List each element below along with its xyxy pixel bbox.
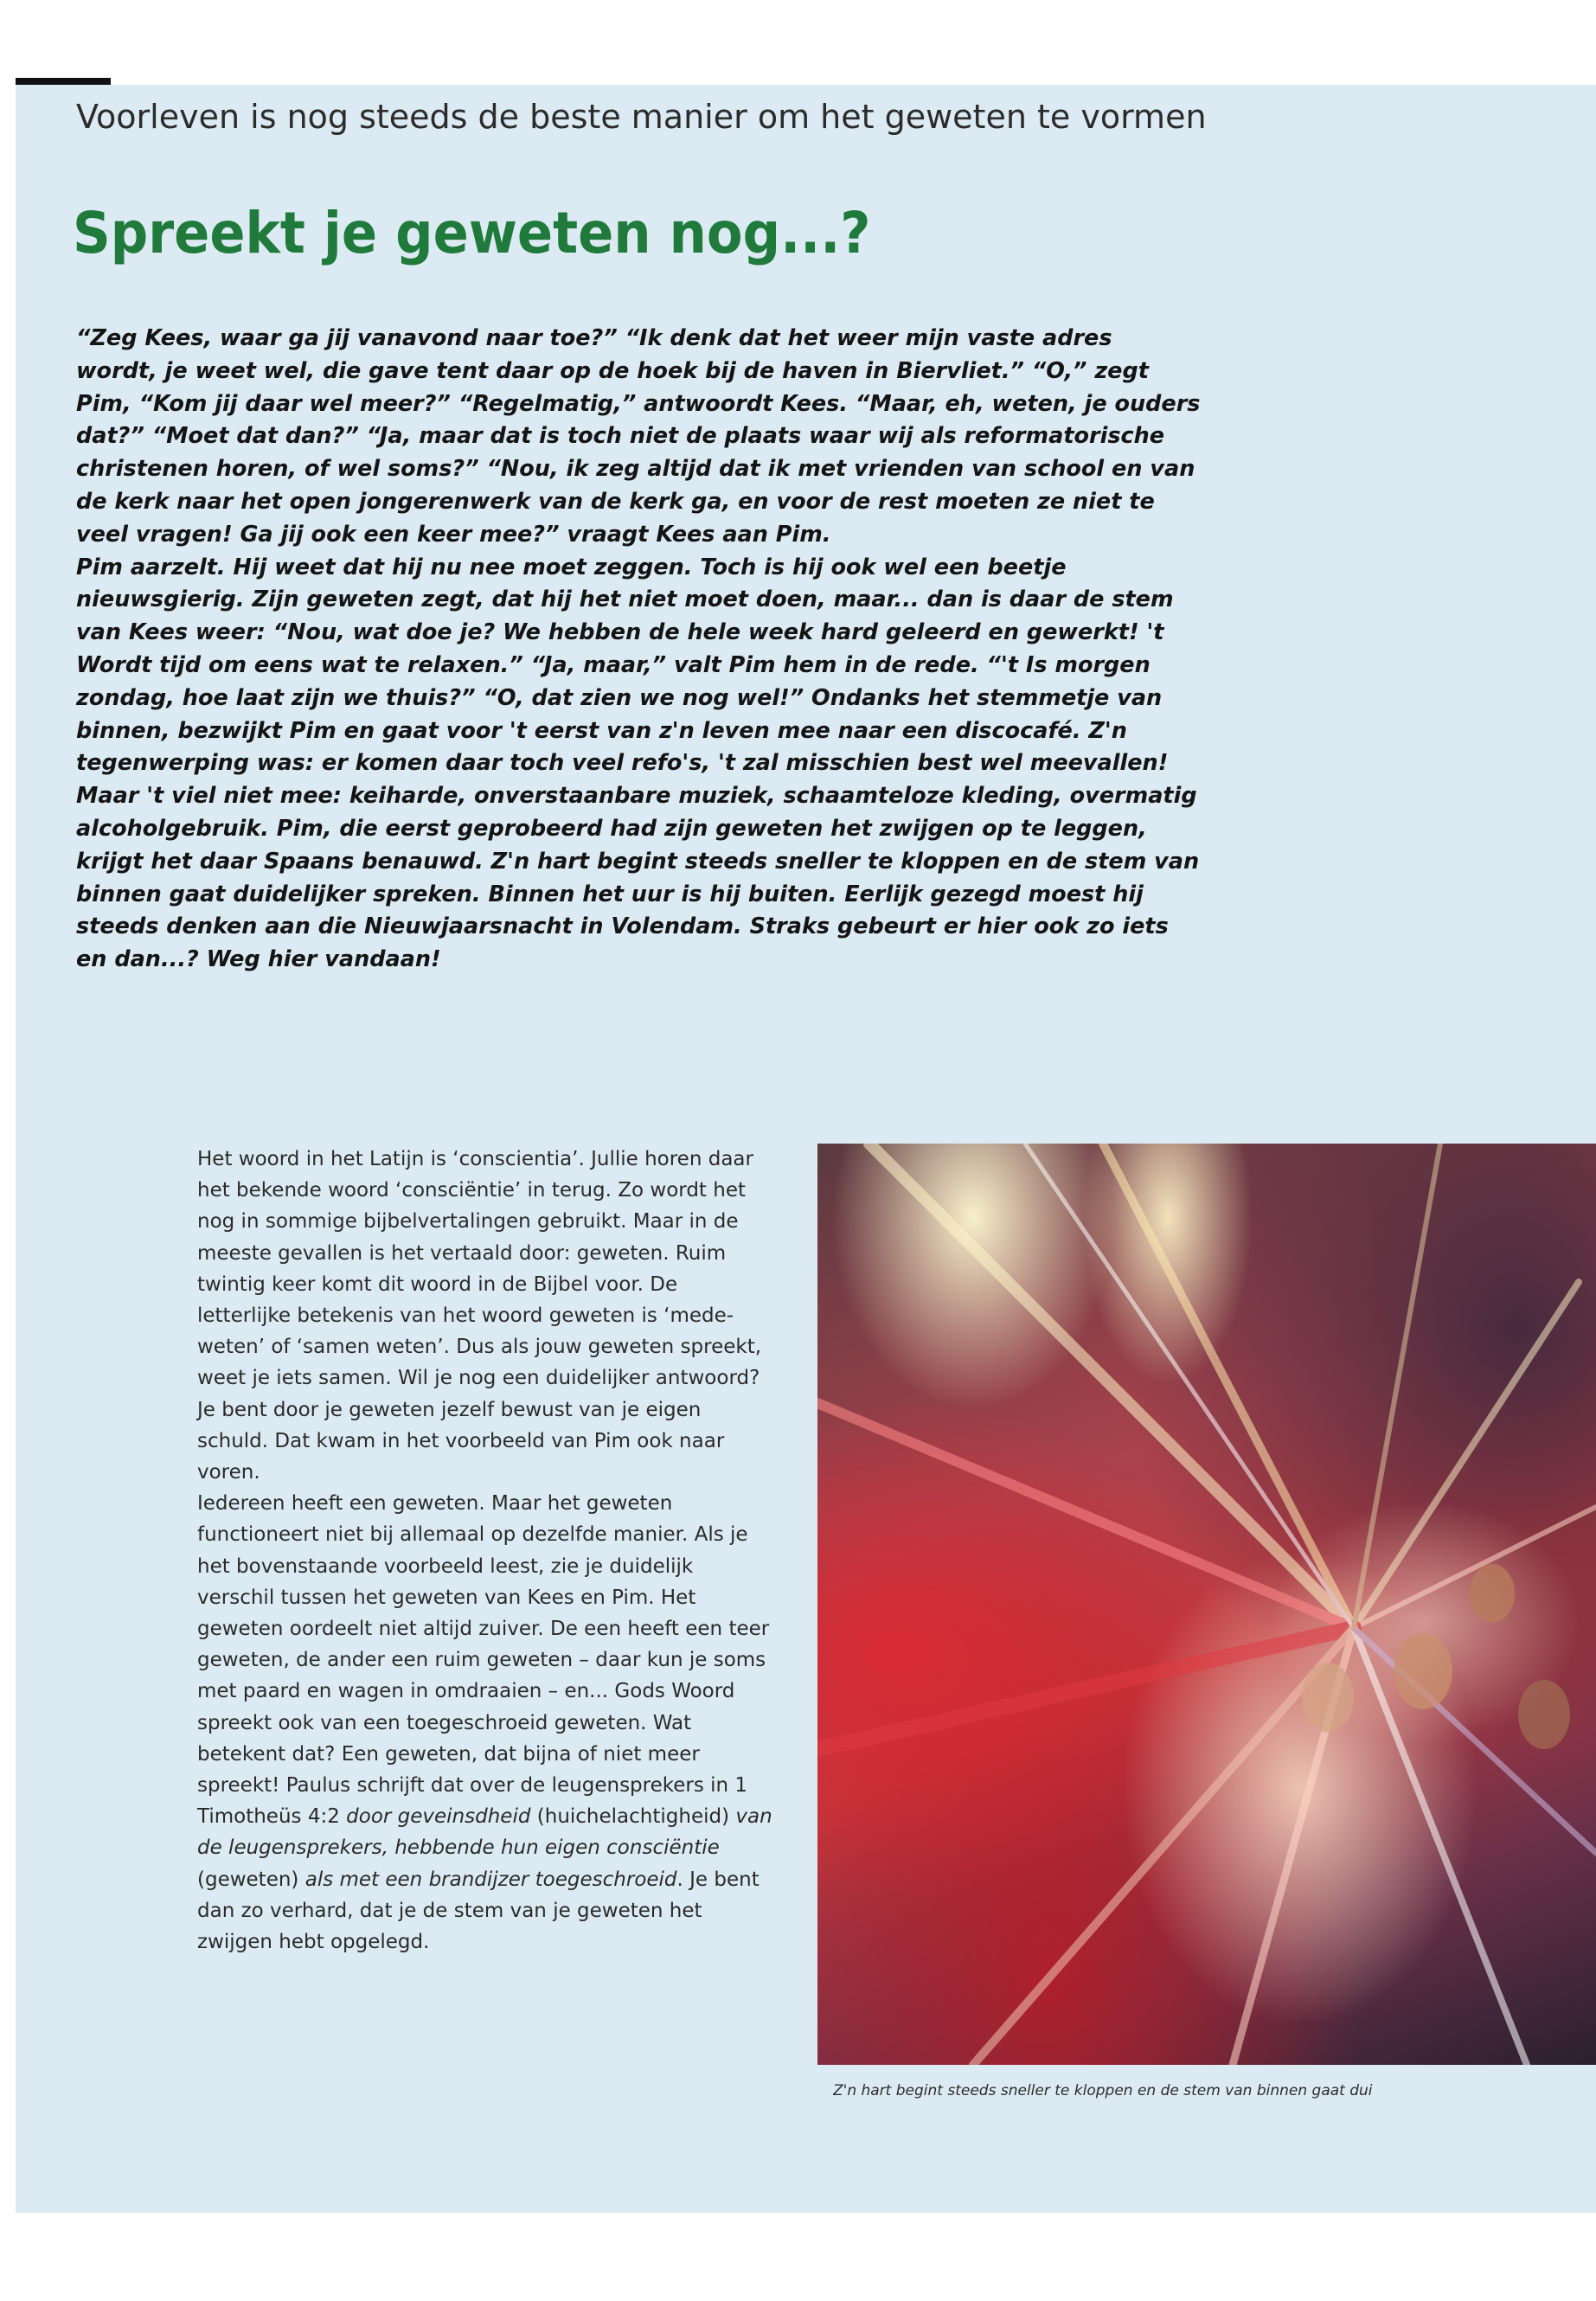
quote-text: van de leugensprekers, hebbende hun eigen consciëntie xyxy=(197,1805,772,1860)
article-headline: Spreekt je geweten nog...? xyxy=(73,200,871,266)
photo-caption: Z'n hart begint steeds sneller te kloppen en de stem van binnen gaat dui xyxy=(833,2082,1373,2099)
intro-paragraph-2: Pim aarzelt. Hij weet dat hij nu nee moet zeggen. Toch is hij ook wel een beetje nieuwsgierig. Zijn geweten zegt, dat hij het niet moet doen, maar... dan is daar de stem van Kees weer: “Nou, wat doe je? We hebben de hele week hard geleerd en gewerkt! 't Wordt tijd om eens wat te relaxen.” “Ja, maar,” valt Pim hem in de rede. “'t Is morgen zondag, hoe laat zijn we thuis?” “O, dat zien we nog wel!” Ondanks het stemmetje van binnen, bezwijkt Pim en gaat voor 't eerst van z'n leven mee naar een discocafé. Z'n tegenwerping was: er komen daar toch veel refo's, 't zal misschien best wel meevallen! Maar 't viel niet mee: keiharde, onverstaanbare muziek, schaamteloze kleding, overmatig alcoholgebruik. Pim, die eerst geprobeerd had zijn geweten het zwijgen op te leggen, krijgt het daar Spaans benauwd. Z'n hart begint steeds sneller te kloppen en de stem van binnen gaat duidelijker spreken. Binnen het uur is hij buiten. Eerlijk gezegd moest hij steeds denken aan die Nieuwjaarsnacht in Volendam. Straks gebeurt er hier ook zo iets en dan...? Weg hier vandaan! xyxy=(76,554,1200,973)
body-text: (huichelachtigheid) xyxy=(530,1805,736,1829)
quote-text: door geveinsdheid xyxy=(346,1805,531,1829)
body-paragraph-1: Het woord in het Latijn is ‘conscientia’. Jullie horen daar het bekende woord ‘consciëntie’ in terug. Zo wordt het nog in sommige bijbelvertalingen gebruikt. Maar in de meeste gevallen is het vertaald door: geweten. Ruim twintig keer komt dit woord in de Bijbel voor. De letterlijke betekenis van het woord geweten is ‘mede-weten’ of ‘samen weten’. Dus als jouw geweten spreekt, weet je iets samen. Wil je nog een duidelijker antwoord? Je bent door je geweten jezelf bewust van je eigen schuld. Dat kwam in het voorbeeld van Pim ook naar voren. xyxy=(197,1148,762,1484)
body-column xyxy=(197,1144,772,1958)
crowd-photo xyxy=(817,1144,1596,2065)
quote-text: als met een brandijzer toegeschroeid xyxy=(304,1868,677,1891)
body-text: (geweten) xyxy=(197,1868,305,1891)
motion-blur-streaks xyxy=(817,1144,1596,2065)
intro-paragraph-1: “Zeg Kees, waar ga jij vanavond naar toe?” “Ik denk dat het weer mijn vaste adres wordt, je weet wel, die gave tent daar op de hoek bij de haven in Biervliet.” “O,” zegt Pim, “Kom jij daar wel meer?” “Regelmatig,” antwoordt Kees. “Maar, eh, weten, je ouders dat?” “Moet dat dan?” “Ja, maar dat is toch niet de plaats waar wij als reformatorische christenen horen, of wel soms?” “Nou, ik zeg altijd dat ik met vrienden van school en van de kerk naar het open jongerenwerk van de kerk ga, en voor de rest moeten ze niet te veel vragen! Ga jij ook een keer mee?” vraagt Kees aan Pim. xyxy=(76,325,1201,548)
body-paragraph-2 xyxy=(197,1488,772,1958)
body-text: . Je bent dan zo verhard, dat je de stem van je geweten het zwijgen hebt opgelegd. xyxy=(197,1868,760,1954)
body-text: Iedereen heeft een geweten. Maar het geweten functioneert niet bij allemaal op dezelfde manier. Als je het bovenstaande voorbeeld leest, zie je duidelijk verschil tussen het geweten van Kees en Pim. Het geweten oordeelt niet altijd zuiver. De een heeft een teer geweten, de ander een ruim geweten – daar kun je soms met paard en wagen in omdraaien – en... Gods Woord spreekt ook van een toegeschroeid geweten. Wat betekent dat? Een geweten, dat bijna of niet meer spreekt! Paulus schrijft dat over de leugensprekers in 1 Timotheüs 4:2 xyxy=(197,1492,770,1829)
article-kicker: Voorleven is nog steeds de beste manier om het geweten te vormen xyxy=(76,98,1207,136)
intro-text xyxy=(76,323,1201,977)
